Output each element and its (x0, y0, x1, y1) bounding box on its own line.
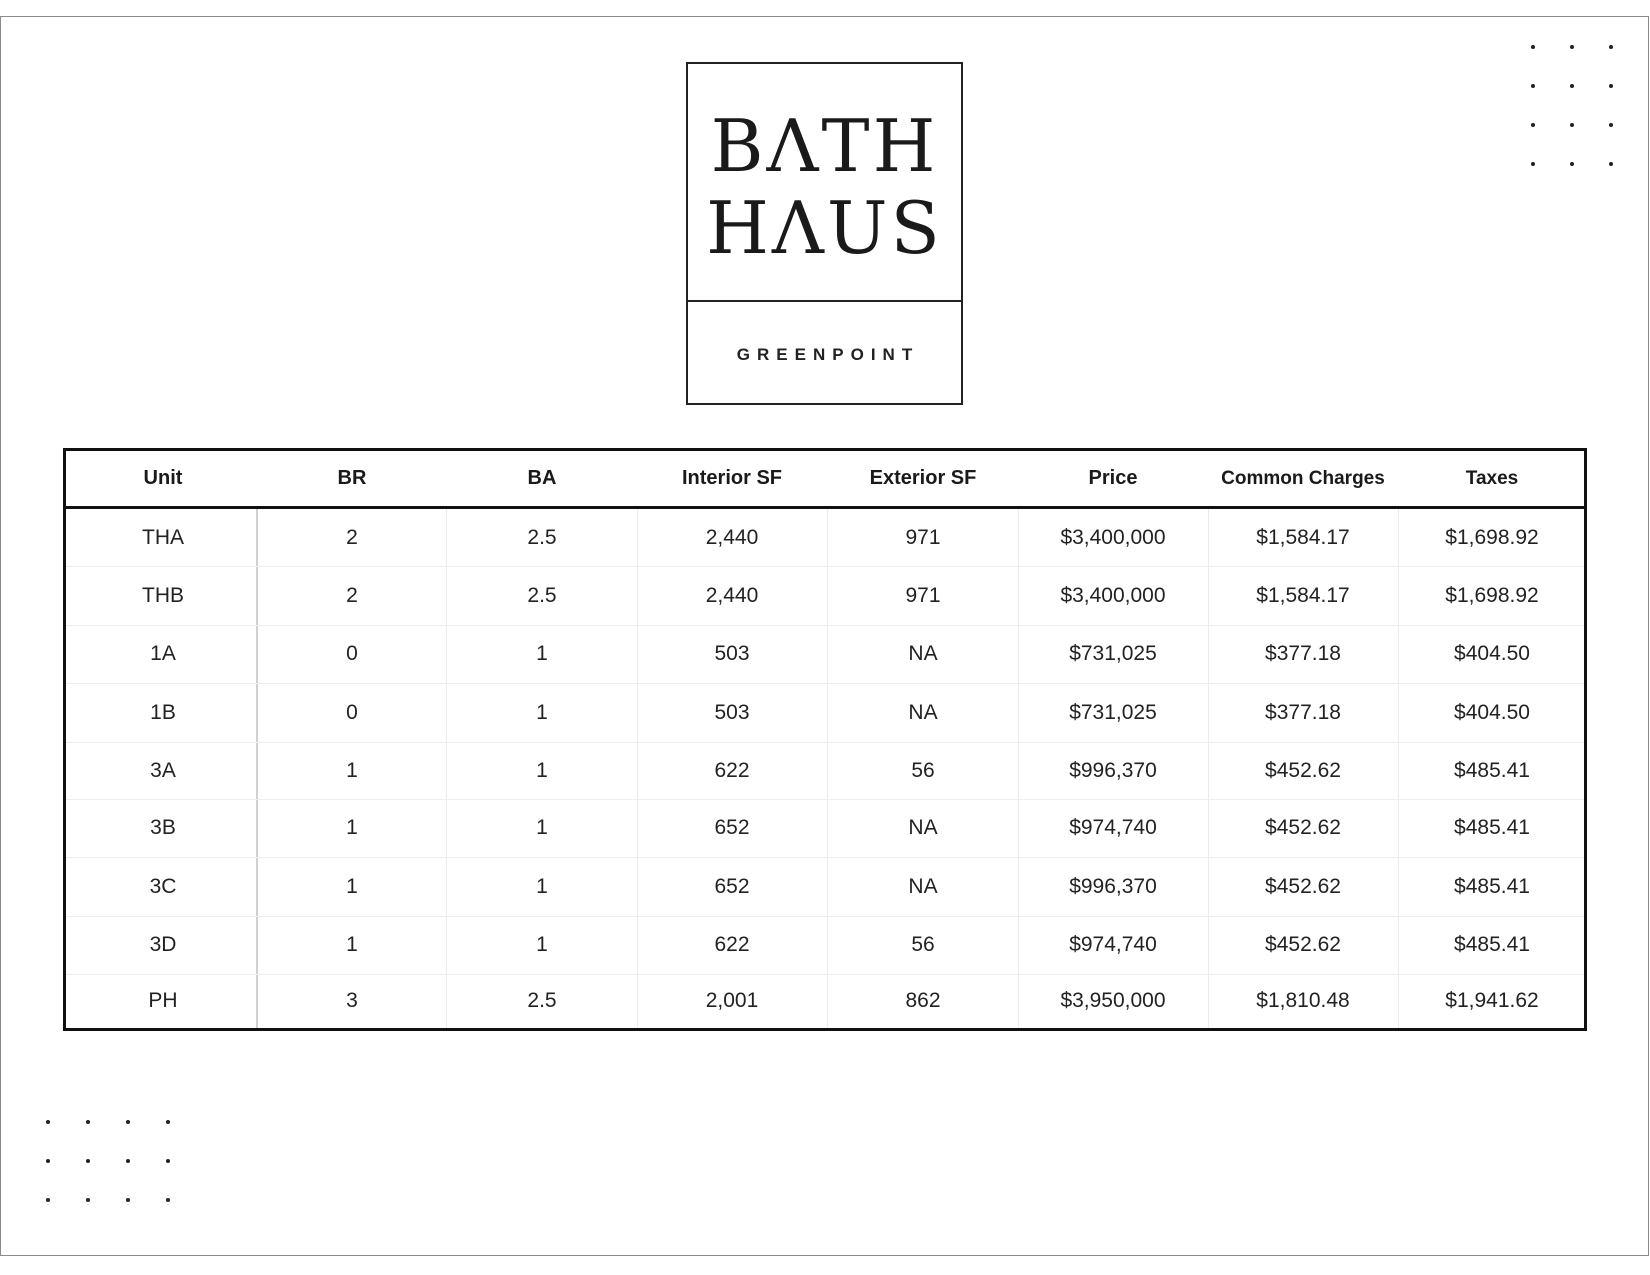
table-cell-price: $974,740 (1069, 816, 1157, 839)
table-cell-interior-sf: 503 (714, 701, 750, 724)
table-cell-common-charges: $1,810.48 (1256, 989, 1350, 1012)
table-cell-exterior-sf: NA (908, 875, 938, 898)
table-cell-br: 0 (346, 701, 358, 724)
table-cell-interior-sf: 622 (714, 933, 750, 956)
table-cell-price: $731,025 (1069, 642, 1157, 665)
table-cell-taxes: $1,941.62 (1445, 989, 1539, 1012)
table-cell-taxes: $404.50 (1454, 701, 1530, 724)
decorative-dot (86, 1198, 90, 1202)
table-cell-ba: 1 (536, 875, 548, 898)
table-cell-interior-sf: 503 (714, 642, 750, 665)
table-cell-exterior-sf: NA (908, 642, 938, 665)
table-cell-price: $996,370 (1069, 875, 1157, 898)
table-cell-unit: THB (142, 584, 184, 607)
table-cell-interior-sf: 652 (714, 816, 750, 839)
table-cell-interior-sf: 622 (714, 759, 750, 782)
decorative-dot (46, 1159, 50, 1163)
logo-wordmark-box (688, 64, 961, 302)
decorative-dot (1570, 45, 1574, 49)
table-cell-exterior-sf: 971 (905, 526, 941, 549)
decorative-dot (1570, 162, 1574, 166)
table-cell-taxes: $1,698.92 (1445, 526, 1539, 549)
table-cell-common-charges: $377.18 (1265, 701, 1341, 724)
table-cell-common-charges: $1,584.17 (1256, 584, 1350, 607)
table-cell-price: $3,400,000 (1060, 584, 1166, 607)
decorative-dot (86, 1120, 90, 1124)
table-cell-taxes: $485.41 (1454, 875, 1530, 898)
table-cell-taxes: $404.50 (1454, 642, 1530, 665)
table-cell-taxes: $485.41 (1454, 816, 1530, 839)
table-cell-unit: 3D (149, 933, 177, 956)
decorative-dot (126, 1159, 130, 1163)
table-cell-ba: 1 (536, 701, 548, 724)
column-header-taxes: Taxes (1465, 468, 1519, 489)
table-cell-ba: 1 (536, 642, 548, 665)
pricing-table (63, 448, 1587, 1031)
decorative-dot (1570, 123, 1574, 127)
table-cell-ba: 1 (536, 759, 548, 782)
table-cell-taxes: $1,698.92 (1445, 584, 1539, 607)
decorative-dot (166, 1198, 170, 1202)
table-cell-price: $974,740 (1069, 933, 1157, 956)
table-cell-taxes: $485.41 (1454, 759, 1530, 782)
table-cell-common-charges: $377.18 (1265, 642, 1341, 665)
table-cell-unit: THA (142, 526, 184, 549)
table-cell-br: 1 (346, 875, 358, 898)
table-cell-br: 0 (346, 642, 358, 665)
table-cell-br: 1 (346, 933, 358, 956)
decorative-dot (166, 1159, 170, 1163)
table-cell-price: $731,025 (1069, 701, 1157, 724)
decorative-dot (1609, 45, 1613, 49)
table-cell-unit: 1B (150, 701, 176, 724)
table-cell-price: $3,950,000 (1060, 989, 1166, 1012)
table-cell-exterior-sf: NA (908, 701, 938, 724)
table-cell-unit: 3A (150, 759, 176, 782)
table-cell-ba: 1 (536, 933, 548, 956)
logo-line-2: HΛUS (706, 186, 943, 270)
table-cell-br: 1 (346, 816, 358, 839)
decorative-dot (1570, 84, 1574, 88)
table-cell-ba: 2.5 (527, 526, 557, 549)
table-cell-common-charges: $452.62 (1265, 816, 1341, 839)
column-header-exterior-sf: Exterior SF (869, 467, 977, 489)
table-cell-interior-sf: 2,001 (705, 989, 759, 1012)
table-cell-interior-sf: 652 (714, 875, 750, 898)
decorative-dot (126, 1120, 130, 1124)
table-cell-common-charges: $1,584.17 (1256, 526, 1350, 549)
decorative-dot (46, 1120, 50, 1124)
table-cell-interior-sf: 2,440 (705, 526, 759, 549)
column-header-unit: Unit (143, 467, 183, 489)
table-cell-unit: 3B (150, 816, 176, 839)
decorative-dot (1609, 162, 1613, 166)
table-cell-interior-sf: 2,440 (705, 584, 759, 607)
table-cell-price: $3,400,000 (1060, 526, 1166, 549)
table-header-row (66, 451, 1584, 509)
bath-haus-logo (686, 62, 963, 405)
decorative-dot (46, 1198, 50, 1202)
table-cell-ba: 1 (536, 816, 548, 839)
decorative-dot (1609, 84, 1613, 88)
table-cell-exterior-sf: 56 (911, 933, 935, 956)
logo-subtitle: GREENPOINT (736, 345, 920, 364)
column-header-price: Price (1088, 467, 1138, 489)
decorative-dot (1531, 84, 1535, 88)
table-cell-unit: PH (148, 989, 178, 1012)
table-cell-common-charges: $452.62 (1265, 759, 1341, 782)
column-header-br: BR (337, 467, 367, 489)
table-cell-exterior-sf: 862 (905, 989, 941, 1012)
table-cell-common-charges: $452.62 (1265, 933, 1341, 956)
table-cell-br: 2 (346, 526, 358, 549)
table-cell-br: 3 (346, 989, 358, 1012)
table-cell-br: 1 (346, 759, 358, 782)
column-header-ba: BA (527, 467, 557, 489)
table-cell-ba: 2.5 (527, 989, 557, 1012)
logo-line-1: BΛTH (710, 104, 939, 188)
table-cell-exterior-sf: NA (908, 816, 938, 839)
table-cell-exterior-sf: 971 (905, 584, 941, 607)
decorative-dot (1531, 162, 1535, 166)
table-cell-br: 2 (346, 584, 358, 607)
decorative-dot (86, 1159, 90, 1163)
table-cell-taxes: $485.41 (1454, 933, 1530, 956)
table-cell-ba: 2.5 (527, 584, 557, 607)
decorative-dot (1609, 123, 1613, 127)
table-cell-price: $996,370 (1069, 759, 1157, 782)
table-cell-unit: 1A (150, 642, 176, 665)
decorative-dot (1531, 45, 1535, 49)
decorative-dot (1531, 123, 1535, 127)
table-cell-unit: 3C (149, 875, 177, 898)
column-header-common-charges: Common Charges (1221, 468, 1385, 489)
table-cell-common-charges: $452.62 (1265, 875, 1341, 898)
column-header-interior-sf: Interior SF (681, 467, 782, 489)
decorative-dot (166, 1120, 170, 1124)
table-cell-exterior-sf: 56 (911, 759, 935, 782)
decorative-dot (126, 1198, 130, 1202)
